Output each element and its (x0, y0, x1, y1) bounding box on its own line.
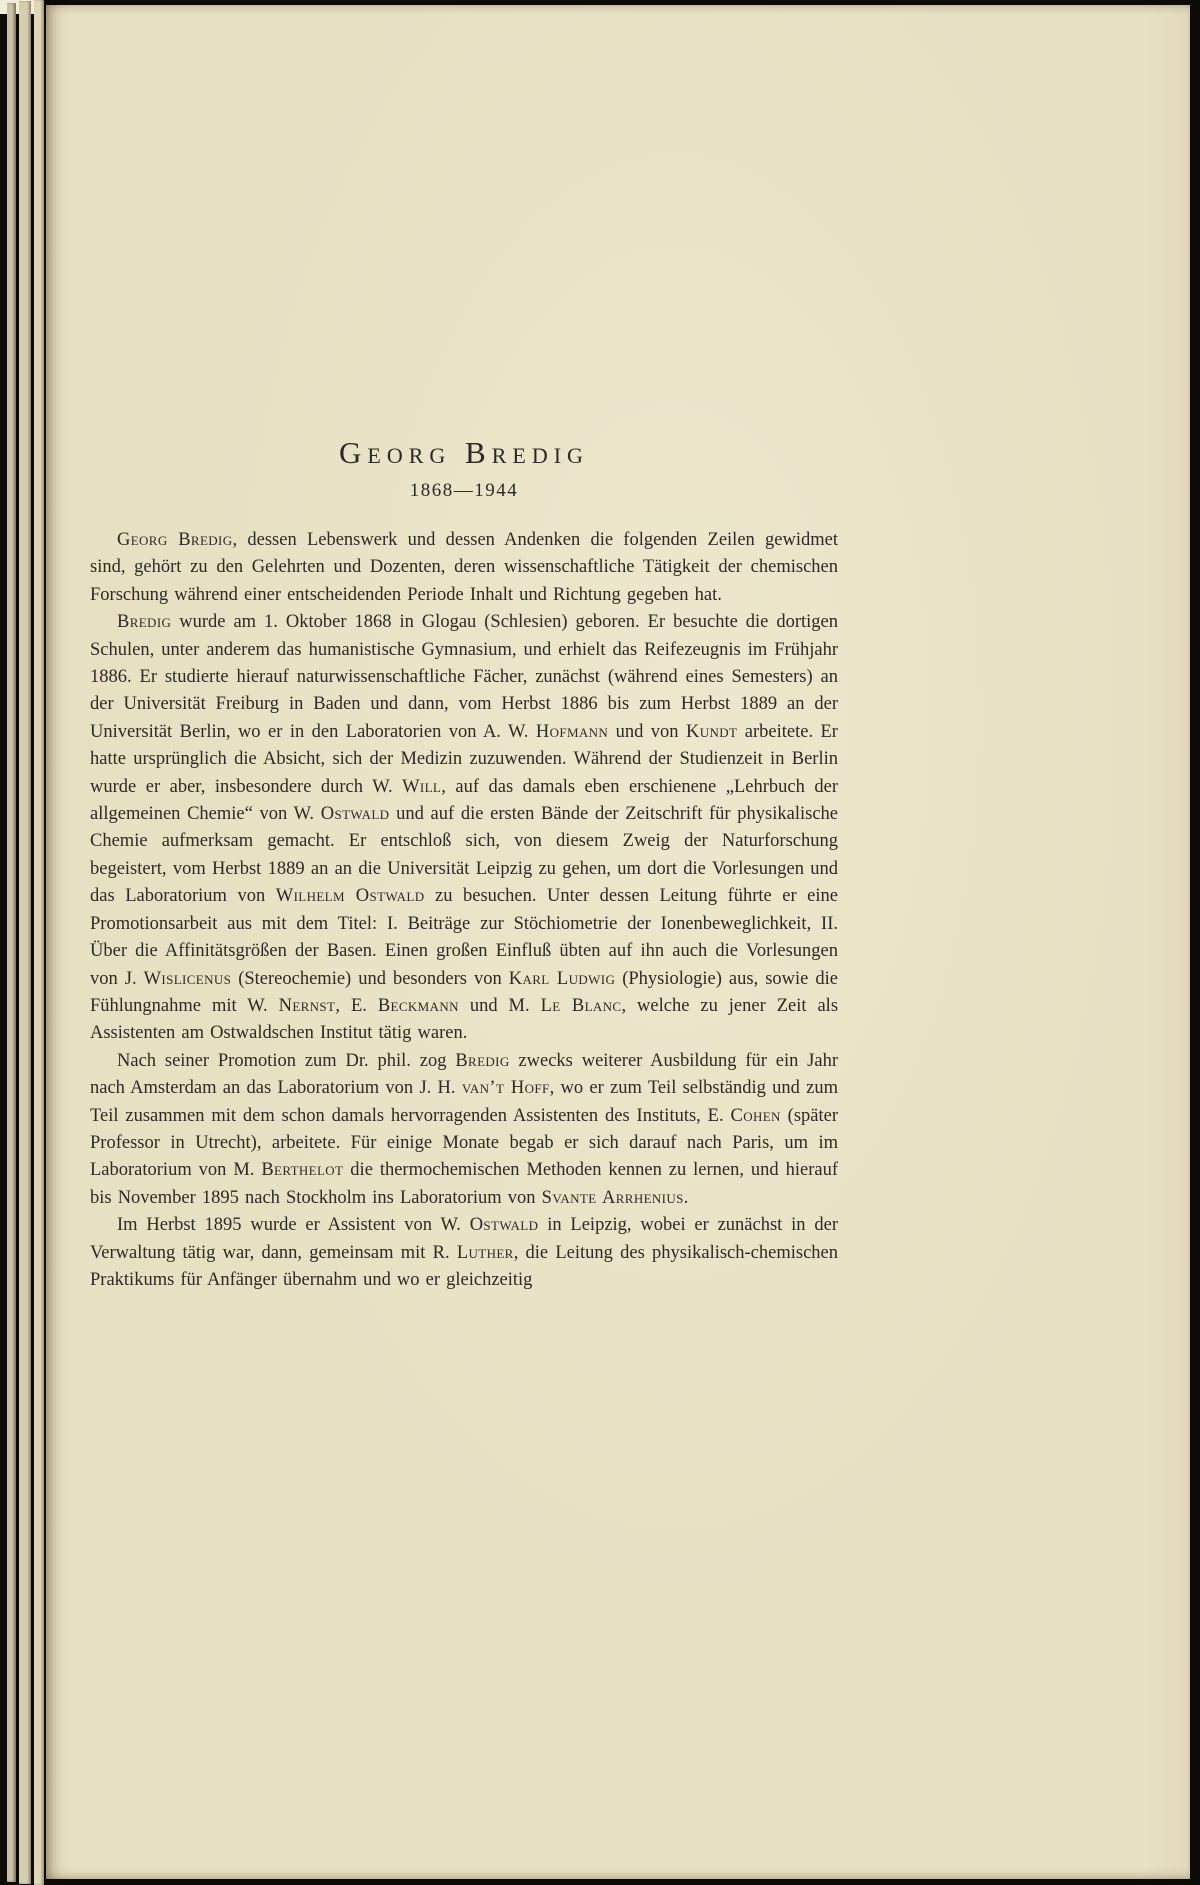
person-name-smallcaps: Berthelot (261, 1160, 344, 1181)
body-text: Nach seiner Promotion zum Dr. phil. zog (117, 1050, 456, 1071)
body-text: und M. (458, 995, 541, 1016)
person-name-smallcaps: Karl Ludwig (508, 968, 616, 989)
body-text: (später Professor in Utrecht), arbeitete. Für einige Monate begab er sich darauf nach Paris, um im Laboratorium von M. (90, 1105, 838, 1181)
life-dates: 1868—1944 (409, 480, 519, 501)
body-text: die thermochemischen Methoden kennen zu lernen, und hierauf bis November 1895 nach Stockholm ins Laboratorium von (90, 1160, 838, 1208)
person-name-smallcaps: Bredig (455, 1050, 510, 1071)
body-text: und auf die ersten Bände der Zeitschrift für physikalische Chemie aufmerksam gemacht. Er entschloß sich, von diesem Zweig der Naturforschung begeistert, vom Herbst 1889 an an die Universität Leipzig zu gehen, um dort die Vorlesungen und das Laboratorium von (90, 804, 838, 907)
page-edge (34, 0, 44, 1885)
person-name-smallcaps: Georg Bredig (117, 530, 233, 550)
body-text: , welche zu jener Zeit als Assistenten am Ostwaldschen Institut tätig waren. (90, 995, 839, 1044)
body-text: wurde am 1. Oktober 1868 in Glogau (Schlesien) geboren. Er besuchte die dortigen Schulen, unter anderem das humanistische Gymnasium, und erhielt das Reifezeugnis im Frühjahr 1886. Er studierte hierauf naturwissenschaftliche Fächer, zunächst (während eines Semesters) an der Universität Freiburg in Baden und dann, vom Herbst 1886 bis zum Herbst 1889 an der Universität Berlin, wo er in den Laboratorien von A. W. (90, 612, 838, 742)
person-name-smallcaps: van’t Hoff (461, 1078, 550, 1099)
paragraph (90, 1212, 838, 1294)
person-name-smallcaps: Svante Arrhenius (541, 1187, 684, 1208)
person-name-smallcaps: Bredig (117, 612, 172, 633)
body-text: in Leipzig, wobei er zunächst in der Verwaltung tätig war, dann, gemeinsam mit R. (90, 1215, 838, 1263)
body-text: und von (608, 721, 686, 742)
paragraph (90, 1048, 838, 1212)
body-paragraphs (90, 527, 838, 1294)
body-text: , die Leitung des physikalisch-chemischen Praktikums für Anfänger übernahm und wo er gleichzeitig (90, 1242, 838, 1290)
person-name-smallcaps: Le Blanc (540, 995, 622, 1016)
page-edge (7, 3, 16, 1882)
person-name-smallcaps: Hofmann (535, 721, 609, 742)
body-text: , auf das damals eben erschienene „Lehrbuch der allgemeinen Chemie“ von W. (90, 776, 838, 825)
person-name-smallcaps: Cohen (730, 1105, 781, 1126)
body-text: , E. (335, 995, 378, 1016)
body-text: zu besuchen. Unter dessen Leitung führte er eine Promotionsarbeit aus mit dem Titel: I. Beiträge zur Stöchiometrie der Ionenbeweglichkeit, II. Über die Affinitätsgrößen der Basen. Einen großen Einfluß übten auf ihn auch die Vorlesungen von J. (90, 886, 838, 989)
person-name-smallcaps: Ostwald (469, 1215, 539, 1236)
body-text: Im Herbst 1895 wurde er Assistent von W. (117, 1215, 470, 1236)
body-text: , dessen Lebenswerk und dessen Andenken die folgenden Zeilen gewidmet sind, gehört zu den Gelehrten und Dozenten, deren wissenschaftliche Tätigkeit der chemischen Forschung während einer entscheidenden Periode Inhalt und Richtung gegeben hat. (90, 530, 838, 605)
person-name-smallcaps: Nernst (278, 995, 336, 1016)
page-content (90, 5, 838, 1294)
person-name-smallcaps: Will (402, 776, 442, 797)
person-name-smallcaps: Ostwald (320, 804, 390, 825)
person-name-smallcaps: Wislicenus (143, 968, 232, 989)
paragraph (90, 527, 838, 609)
person-name-smallcaps: Wilhelm Ostwald (275, 886, 425, 907)
body-text: (Physiologie) aus, sowie die Fühlungnahme mit W. (90, 968, 838, 1016)
person-name-smallcaps: Beckmann (377, 995, 459, 1016)
body-text: zwecks weiterer Ausbildung für ein Jahr nach Amsterdam an das Laboratorium von J. H. (90, 1050, 838, 1099)
paragraph (90, 609, 838, 1048)
body-text: arbeitete. Er hatte ursprünglich die Absicht, sich der Medizin zuzuwenden. Während der Studienzeit in Berlin wurde er aber, insbesondere durch W. (90, 721, 838, 797)
page-title: Georg Bredig (339, 435, 589, 470)
person-name-smallcaps: Luther (456, 1242, 514, 1263)
person-name-smallcaps: Kundt (686, 721, 738, 742)
body-text: (Stereochemie) und besonders von (231, 968, 509, 989)
book-page (46, 5, 1190, 1879)
body-text: , wo er zum Teil selbständig und zum Teil zusammen mit dem schon damals hervorragenden Assistenten des Instituts, E. (90, 1078, 839, 1126)
page-edge (19, 1, 31, 1884)
body-text: . (683, 1187, 689, 1208)
